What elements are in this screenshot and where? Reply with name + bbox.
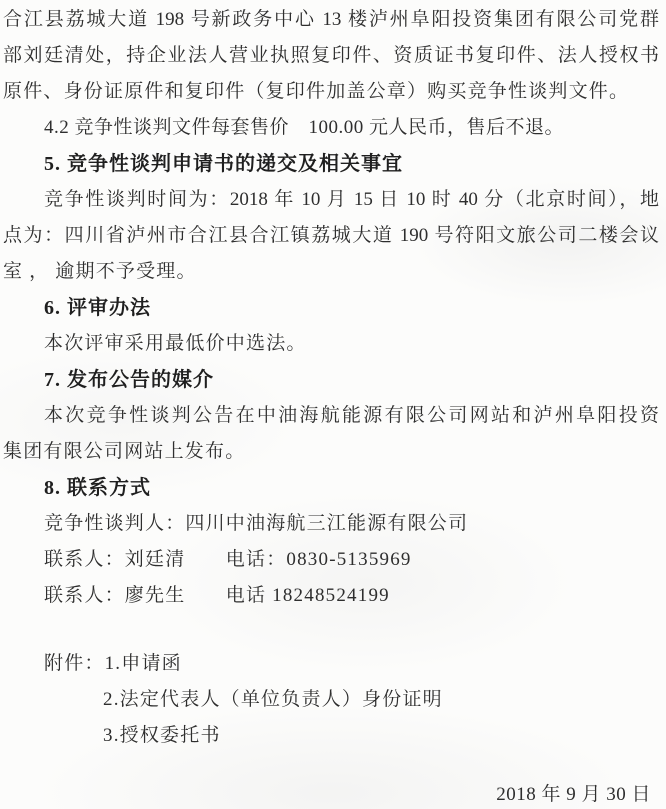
section-6-body: 本次评审采用最低价中选法。 (44, 333, 307, 354)
attachment-item-1: 1.申请函 (104, 653, 182, 674)
section-7-body-line-1: 本次竞争性谈判公告在中油海航能源有限公司网站和泸州阜阳投资 (44, 405, 659, 426)
section-5-body-line-3: 室 ， 逾期不予受理。 (3, 261, 197, 282)
contact-line-1: 联系人：刘廷清 电话：0830-5135969 (44, 549, 412, 570)
section-7-body-line-2: 集团有限公司网站上发布。 (3, 441, 246, 462)
attachment-line-2: 2.法定代表人（单位负责人）身份证明 (103, 689, 443, 710)
intro-paragraph-line-3: 原件、身份证原件和复印件（复印件加盖公章）购买竞争性谈判文件。 (3, 81, 630, 102)
intro-paragraph-line-1: 合江县荔城大道 198 号新政务中心 13 楼泸州阜阳投资集团有限公司党群 (3, 9, 659, 30)
negotiator-line: 竞争性谈判人：四川中油海航三江能源有限公司 (44, 513, 469, 534)
section-5-heading: 5. 竞争性谈判申请书的递交及相关事宜 (44, 153, 403, 175)
document-date: 2018 年 9 月 30 日 (496, 784, 651, 805)
attachments-label: 附件： (44, 653, 105, 674)
contact-line-2: 联系人：廖先生 电话 18248524199 (44, 585, 390, 606)
section-8-heading: 8. 联系方式 (44, 477, 151, 499)
section-5-body-line-1: 竞争性谈判时间为：2018 年 10 月 15 日 10 时 40 分（北京时间），地 (44, 189, 659, 210)
attachment-line-1 (3, 646, 659, 682)
clause-4-2: 4.2 竞争性谈判文件每套售价 100.00 元人民币，售后不退。 (44, 117, 565, 138)
attachment-line-3: 3.授权委托书 (103, 725, 221, 746)
section-5-body-line-2: 点为：四川省泸州市合江县合江镇荔城大道 190 号符阳文旅公司二楼会议 (3, 225, 659, 246)
section-6-heading: 6. 评审办法 (44, 297, 151, 319)
section-7-heading: 7. 发布公告的媒介 (44, 369, 214, 391)
intro-paragraph-line-2: 部刘廷清处，持企业法人营业执照复印件、资质证书复印件、法人授权书 (3, 45, 659, 66)
